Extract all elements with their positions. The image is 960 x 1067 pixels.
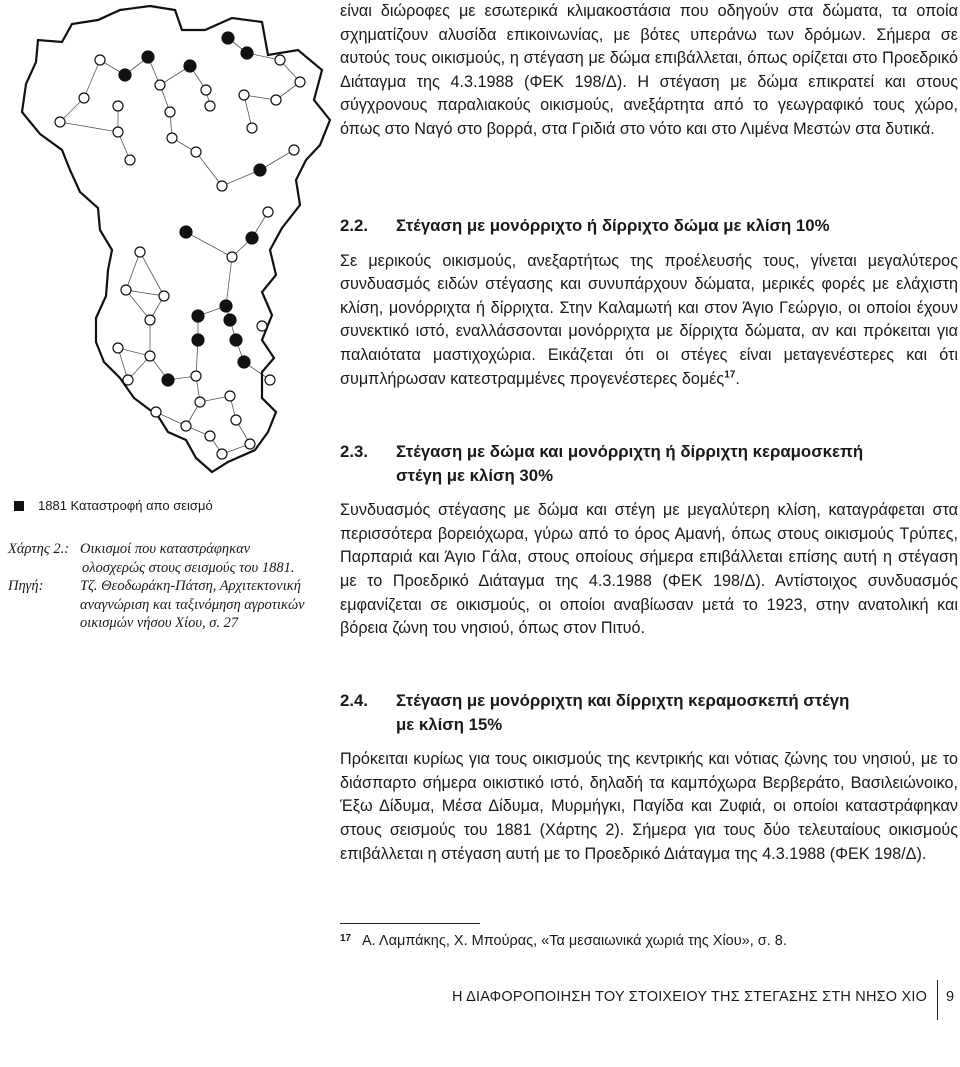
settlement-marker: [121, 285, 131, 295]
settlement-marker: [135, 247, 145, 257]
section-2-4: [340, 689, 958, 866]
destroyed-settlement-marker: [224, 314, 236, 326]
section-2-3-heading: [340, 440, 958, 487]
settlement-marker: [113, 101, 123, 111]
settlement-marker: [125, 155, 135, 165]
settlement-marker: [123, 375, 133, 385]
section-2-2-heading: [340, 214, 958, 238]
section-2-3-number: 2.3.: [340, 442, 368, 461]
settlement-marker: [263, 207, 273, 217]
caption-source-label: Πηγή:: [8, 578, 44, 594]
caption-figure-line1: Οικισμοί που καταστράφηκαν: [80, 541, 251, 557]
section-2-2-number: 2.2.: [340, 216, 368, 235]
road-segment: [140, 252, 164, 296]
settlement-marker: [159, 291, 169, 301]
section-2-2-period: .: [735, 369, 740, 388]
map-legend: [14, 498, 213, 513]
settlement-marker: [275, 55, 285, 65]
legend-square-icon: [14, 501, 24, 511]
settlement-marker: [231, 415, 241, 425]
settlement-marker: [225, 391, 235, 401]
caption-source-row: [8, 577, 328, 596]
map-caption: [8, 540, 328, 633]
destroyed-settlement-marker: [184, 60, 196, 72]
settlement-marker: [145, 351, 155, 361]
road-segment: [60, 122, 118, 132]
running-title: Η ΔΙΑΦΟΡΟΠΟΙΗΣΗ ΤΟΥ ΣΤΟΙΧΕΙΟΥ ΤΗΣ ΣΤΕΓΑΣΗΣ ΣΤΗ ΝΗΣΟ ΧΙΟ: [452, 989, 928, 1005]
section-2-4-title-line2: με κλίση 15%: [396, 714, 503, 734]
destroyed-settlement-marker: [241, 47, 253, 59]
destroyed-settlement-marker: [119, 69, 131, 81]
settlement-marker: [217, 181, 227, 191]
destroyed-settlement-marker: [162, 374, 174, 386]
settlement-marker: [265, 375, 275, 385]
footer-divider: [937, 980, 938, 1020]
destroyed-settlement-marker: [192, 310, 204, 322]
section-2-4-title-line1: Στέγαση με μονόρριχτη και δίρριχτη κεραμοσκεπή στέγη: [396, 691, 850, 710]
destroyed-settlement-marker: [180, 226, 192, 238]
section-2-2-title: Στέγαση με μονόρριχτο ή δίρριχτο δώμα με κλίση 10%: [396, 216, 830, 235]
road-segment: [186, 232, 232, 257]
settlement-marker: [113, 127, 123, 137]
section-2-3-title-line2: στέγη με κλίση 30%: [396, 465, 554, 485]
caption-source-line1: Τζ. Θεοδωράκη-Πάτση, Αρχιτεκτονική: [80, 578, 301, 594]
settlement-marker: [113, 343, 123, 353]
road-segment: [126, 290, 150, 320]
settlement-marker: [167, 133, 177, 143]
footnote-text: Α. Λαμπάκης, Χ. Μπούρας, «Τα μεσαιωνικά χωριά της Χίου», σ. 8.: [362, 933, 787, 949]
settlement-marker: [239, 90, 249, 100]
destroyed-settlement-marker: [222, 32, 234, 44]
settlement-marker: [191, 147, 201, 157]
settlement-marker: [245, 439, 255, 449]
section-2-4-body: Πρόκειται κυρίως για τους οικισμούς της κεντρικής και νότιας ζώνης του νησιού, με το διάσπαρτο σήμερα οικιστικό ιστό, δηλαδή τα καμπόχωρα Βερβεράτο, Βασιλειώνοικο, Έξω Δίδυμα, Μέσα Δίδυμα, Μυρμήγκι, Παγίδα και Ζυφιά, οι οποίοι καταστράφηκαν στους σεισμούς του 1881 (Χάρτης 2). Σήμερα για τους δύο τελευταίους οικισμούς επιβάλλεται η στέγαση αυτή με το Προεδρικό Διάταγμα της 4.3.1988 (ΦΕΚ 198/Δ).: [340, 750, 958, 863]
section-2-2: [340, 214, 958, 391]
footnote-rule: [340, 923, 480, 924]
settlement-marker: [191, 371, 201, 381]
intro-paragraph: είναι διώροφες με εσωτερικά κλιμακοστάσια που οδηγούν στα δώματα, τα οποία σχηματίζουν αλυσίδα επικοινωνίας, με βότες υπεράνω των δρόμων. Σήμερα σε αυτούς τους οικισμούς, η στέγαση με δώμα επιβάλλεται, όπως ορίζεται στο Προεδρικό Διάταγμα της 4.3.1988 (ΦΕΚ 198/Δ). Η στέγαση με δώμα επικρατεί και στους σύγχρονους παραλιακούς οικισμούς, ανεξάρτητα από το γεωγραφικό τους χώρο, όπως στο Ναγό στο βορρά, στα Γριδιά στο νότο και στο Λιμένα Μεστών στα δυτικά.: [340, 2, 958, 138]
settlement-marker: [95, 55, 105, 65]
settlement-marker: [151, 407, 161, 417]
settlement-marker: [145, 315, 155, 325]
section-2-4-title: [396, 689, 849, 736]
road-segment: [84, 60, 100, 98]
chios-settlements-map: [0, 0, 335, 490]
caption-figure-label: Χάρτης 2.:: [8, 541, 70, 557]
settlement-marker: [205, 101, 215, 111]
settlement-marker: [55, 117, 65, 127]
destroyed-settlement-marker: [230, 334, 242, 346]
settlement-marker: [205, 431, 215, 441]
destroyed-settlement-marker: [246, 232, 258, 244]
settlement-marker: [295, 77, 305, 87]
legend-label: 1881 Καταστροφή απο σεισμό: [38, 498, 213, 513]
settlement-marker: [271, 95, 281, 105]
road-segment: [126, 290, 164, 296]
settlement-marker: [247, 123, 257, 133]
destroyed-settlement-marker: [220, 300, 232, 312]
settlement-markers: [55, 32, 305, 459]
footnote-number: 17: [340, 933, 352, 944]
settlement-marker: [181, 421, 191, 431]
settlement-marker: [257, 321, 267, 331]
text-column-top: [340, 0, 958, 142]
page-number: 9: [946, 989, 955, 1005]
destroyed-settlement-marker: [142, 51, 154, 63]
section-2-3-body: Συνδυασμός στέγασης με δώμα και στέγη με μεγαλύτερη κλίση, καταγράφεται στα περισσότερα βορειόχωρα, γύρω από το όρος Αμανή, όπως στους οικισμούς Τρύπες, Παρπαριά και Άγιο Γάλα, στους οποίους σήμερα επιβάλλεται επίσης αυτή η στέγαση με το Προεδρικό Διάταγμα της 4.3.1988 (ΦΕΚ 198/Δ). Αντίστοιχος συνδυασμός εμφανίζεται σε οικισμούς, οι οποίοι αναβίωσαν μετά το 1923, στην ανατολική και βόρεια ζώνη του νησιού, όπως στον Πιτυό.: [340, 501, 958, 638]
section-2-3-title: [396, 440, 863, 487]
settlement-marker: [289, 145, 299, 155]
caption-source-line2: αναγνώριση και ταξινόμηση αγροτικών: [80, 596, 305, 613]
settlement-marker: [165, 107, 175, 117]
destroyed-settlement-marker: [238, 356, 250, 368]
destroyed-settlement-marker: [254, 164, 266, 176]
caption-figure-row: [8, 540, 328, 559]
footnote-ref-17[interactable]: 17: [724, 369, 736, 381]
section-2-4-number: 2.4.: [340, 691, 368, 710]
destroyed-settlement-marker: [192, 334, 204, 346]
settlement-marker: [217, 449, 227, 459]
settlement-marker: [195, 397, 205, 407]
section-2-3: [340, 440, 958, 641]
caption-figure-line2: ολοσχερώς στους σεισμούς του 1881.: [82, 559, 295, 576]
section-2-2-text: Σε μερικούς οικισμούς, ανεξαρτήτως της προέλευσής τους, γίνεται μεγαλύτερος συνδυασμός ειδών στέγασης και συνυπάρχουν δώματα, μερικές φορές με ελάχιστη κλίση, μονόρριχτα ή δίρριχτα. Στην Καλαμωτή και στον Άγιο Γεώργιο, οι οποίοι έχουν συνεκτικό ιστό, εναλλάσσονται μονόρριχτα με δίρριχτα δώματα, αν και πρόκειται για παλαιότατα μαστιχοχώρια. Εικάζεται ότι οι στέγες είναι μεταγενέστερες και ότι συμπλήρωσαν κατεστραμμένες προγενέστερες δομές: [340, 251, 958, 388]
road-network: [60, 38, 300, 454]
settlement-marker: [201, 85, 211, 95]
settlement-marker: [79, 93, 89, 103]
footnote: [340, 933, 787, 949]
road-segment: [196, 152, 222, 186]
caption-source-line3: οικισμών νήσου Χίου, σ. 27: [80, 615, 239, 631]
section-2-3-title-line1: Στέγαση με δώμα και μονόρριχτη ή δίρριχτη κεραμοσκεπή: [396, 442, 864, 461]
road-segment: [226, 257, 232, 306]
road-segment: [126, 252, 140, 290]
island-outline: [22, 6, 330, 472]
settlement-marker: [155, 80, 165, 90]
section-2-2-body: [340, 250, 958, 392]
section-2-4-heading: [340, 689, 958, 736]
settlement-marker: [227, 252, 237, 262]
